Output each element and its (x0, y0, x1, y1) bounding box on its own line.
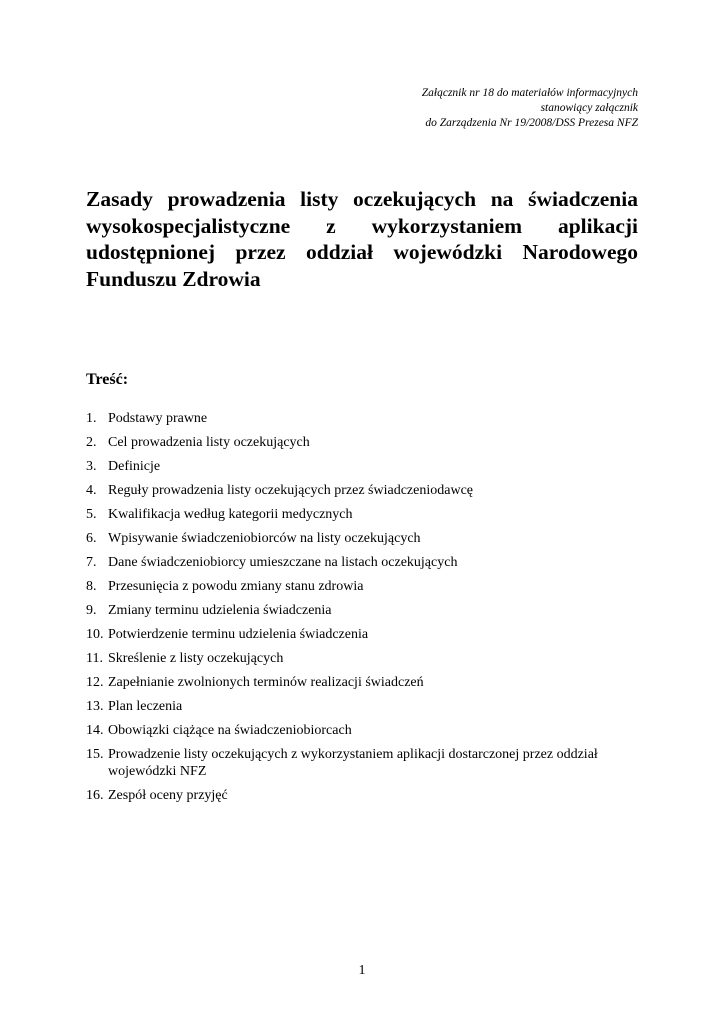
toc-item-number: 16. (86, 788, 104, 803)
toc-item (86, 746, 646, 780)
toc-item-number: 13. (86, 699, 104, 714)
toc-item (86, 698, 646, 715)
toc-item-number: 1. (86, 411, 97, 426)
toc-item (86, 482, 646, 499)
toc-item-text: Przesunięcia z powodu zmiany stanu zdrowia (108, 579, 364, 594)
toc-item-text: Wpisywanie świadczeniobiorców na listy oczekujących (108, 531, 421, 546)
toc-item (86, 674, 646, 691)
toc-item-number: 11. (86, 651, 103, 666)
toc-item-text: Kwalifikacja według kategorii medycznych (108, 507, 353, 522)
toc-item-text: Potwierdzenie terminu udzielenia świadczenia (108, 627, 369, 642)
toc-item (86, 722, 646, 739)
document-title: Zasady prowadzenia listy oczekujących na świadczenia wysokospecjalistyczne z wykorzystaniem aplikacji udostępnionej przez oddział wojewódzki Narodowego Funduszu Zdrowia (86, 187, 638, 291)
toc-item-text: Plan leczenia (108, 699, 183, 714)
attachment-note-line: do Zarządzenia Nr 19/2008/DSS Prezesa NFZ (425, 117, 638, 129)
toc-item (86, 626, 646, 643)
toc-item (86, 650, 646, 667)
toc-item-text: Prowadzenie listy oczekujących z wykorzystaniem aplikacji dostarczonej przez oddział wojewódzki NFZ (108, 747, 598, 779)
toc-item-number: 7. (86, 555, 97, 570)
toc-item-number: 2. (86, 435, 97, 450)
toc-item (86, 434, 646, 451)
attachment-note-line: stanowiący załącznik (540, 102, 638, 114)
toc-item-text: Podstawy prawne (108, 411, 208, 426)
contents-heading: Treść: (86, 371, 129, 388)
toc-item-number: 14. (86, 723, 104, 738)
toc-item-text: Obowiązki ciążące na świadczeniobiorcach (108, 723, 352, 738)
toc-item-number: 10. (86, 627, 104, 642)
toc-item-text: Skreślenie z listy oczekujących (108, 651, 284, 666)
toc-item-number: 12. (86, 675, 104, 690)
toc-item-text: Zapełnianie zwolnionych terminów realizacji świadczeń (108, 675, 424, 690)
table-of-contents (86, 410, 646, 811)
toc-item (86, 578, 646, 595)
toc-item-text: Dane świadczeniobiorcy umieszczane na listach oczekujących (108, 555, 458, 570)
toc-item-text: Reguły prowadzenia listy oczekujących przez świadczeniodawcę (108, 483, 473, 498)
toc-item-number: 3. (86, 459, 97, 474)
attachment-note-line: Załącznik nr 18 do materiałów informacyjnych (421, 87, 638, 99)
toc-item-number: 15. (86, 747, 104, 762)
page-number: 1 (358, 963, 366, 978)
toc-item-text: Zmiany terminu udzielenia świadczenia (108, 603, 332, 618)
toc-item (86, 506, 646, 523)
toc-item (86, 458, 646, 475)
toc-item (86, 410, 646, 427)
toc-item-number: 8. (86, 579, 97, 594)
toc-item-number: 5. (86, 507, 97, 522)
toc-item-number: 6. (86, 531, 97, 546)
toc-item-text: Definicje (108, 459, 161, 474)
toc-item-text: Zespół oceny przyjęć (108, 788, 228, 803)
attachment-note (238, 86, 638, 131)
toc-item (86, 787, 646, 804)
toc-item-number: 4. (86, 483, 97, 498)
toc-item (86, 530, 646, 547)
toc-item-number: 9. (86, 603, 97, 618)
toc-item (86, 554, 646, 571)
toc-item (86, 602, 646, 619)
toc-item-text: Cel prowadzenia listy oczekujących (108, 435, 310, 450)
